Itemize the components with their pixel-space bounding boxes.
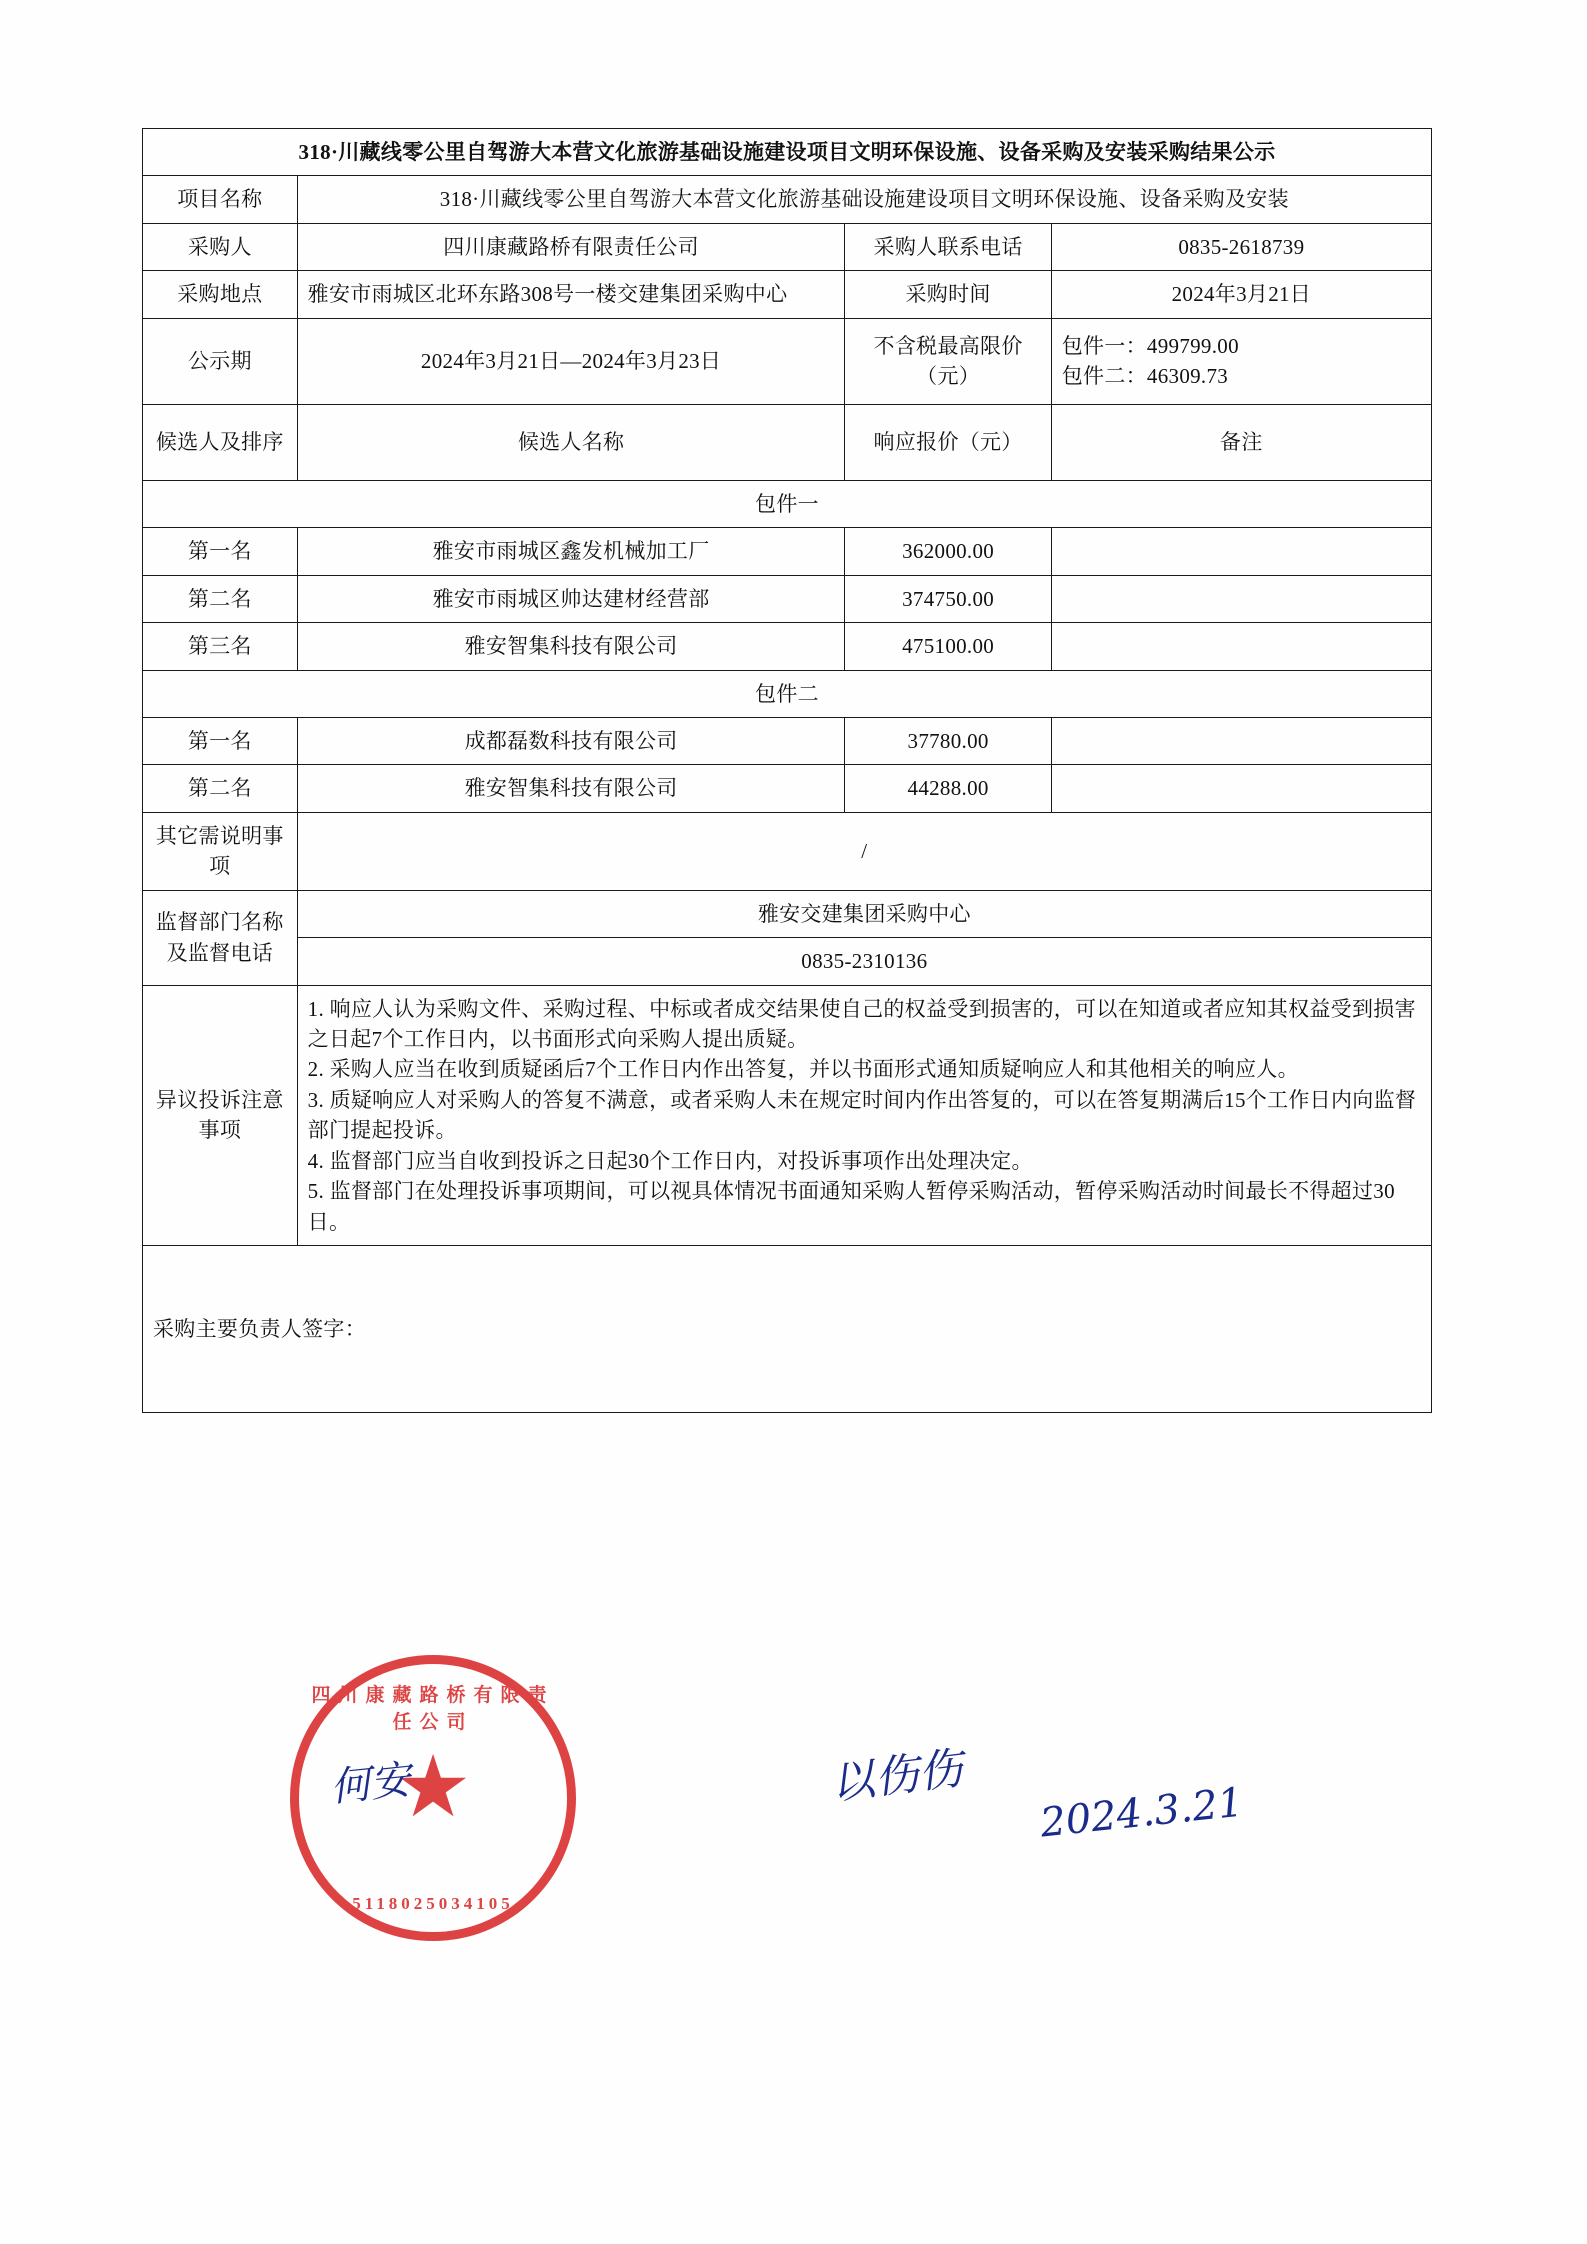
table-row <box>143 528 1432 575</box>
other-matters-label: 其它需说明事项 <box>143 812 298 890</box>
announcement-sheet <box>142 128 1432 1413</box>
supervision-phone-value: 0835-2310136 <box>297 938 1431 985</box>
supervision-label: 监督部门名称及监督电话 <box>143 890 298 985</box>
complaint-notes <box>297 985 1431 1246</box>
signature-row <box>143 1246 1432 1413</box>
candidate-name-cell: 成都磊数科技有限公司 <box>297 717 845 764</box>
buyer-label: 采购人 <box>143 223 298 270</box>
candidate-price-header: 响应报价（元） <box>845 404 1051 480</box>
package-section-row <box>143 480 1432 527</box>
package-one-title: 包件一 <box>143 480 1432 527</box>
price-cell: 37780.00 <box>845 717 1051 764</box>
candidate-name-cell: 雅安市雨城区帅达建材经营部 <box>297 575 845 622</box>
max-price-package-one: 包件一：499799.00 <box>1061 333 1239 358</box>
package-two-title: 包件二 <box>143 670 1432 717</box>
handwritten-date: 2024.3.21 <box>1038 1779 1246 1847</box>
project-name-value: 318·川藏线零公里自驾游大本营文化旅游基础设施建设项目文明环保设施、设备采购及安装 <box>297 176 1431 223</box>
remark-cell <box>1051 717 1431 764</box>
project-name-row <box>143 176 1432 223</box>
buyer-phone-label: 采购人联系电话 <box>845 223 1051 270</box>
seal-bottom-text: 5118025034105 <box>352 1894 514 1913</box>
candidate-remark-header: 备注 <box>1051 404 1431 480</box>
project-name-label: 项目名称 <box>143 176 298 223</box>
remark-cell <box>1051 528 1431 575</box>
candidate-name-header: 候选人名称 <box>297 404 845 480</box>
complaint-item: 3. 质疑响应人对采购人的答复不满意，或者采购人未在规定时间内作出答复的，可以在答复期满后15个工作日内向监督部门提起投诉。 <box>307 1087 1417 1143</box>
table-row <box>143 765 1432 812</box>
publicity-value: 2024年3月21日—2024年3月23日 <box>297 318 845 404</box>
rank-cell: 第二名 <box>143 575 298 622</box>
place-value: 雅安市雨城区北环东路308号一楼交建集团采购中心 <box>297 271 845 318</box>
candidate-name-cell: 雅安智集科技有限公司 <box>297 765 845 812</box>
complaint-item: 4. 监督部门应当自收到投诉之日起30个工作日内，对投诉事项作出处理决定。 <box>307 1148 1033 1173</box>
table-row <box>143 623 1432 670</box>
publicity-row <box>143 318 1432 404</box>
candidate-name-cell: 雅安智集科技有限公司 <box>297 623 845 670</box>
purchase-time-label: 采购时间 <box>845 271 1051 318</box>
candidate-header-row <box>143 404 1432 480</box>
buyer-phone-value: 0835-2618739 <box>1051 223 1431 270</box>
purchase-time-value: 2024年3月21日 <box>1051 271 1431 318</box>
table-row <box>143 717 1432 764</box>
place-row <box>143 271 1432 318</box>
publicity-label: 公示期 <box>143 318 298 404</box>
price-cell: 475100.00 <box>845 623 1051 670</box>
remark-cell <box>1051 765 1431 812</box>
star-icon: ★ <box>394 1739 472 1836</box>
announcement-table <box>142 128 1432 1413</box>
rank-cell: 第三名 <box>143 623 298 670</box>
place-label: 采购地点 <box>143 271 298 318</box>
other-matters-row <box>143 812 1432 890</box>
rank-cell: 第二名 <box>143 765 298 812</box>
complaint-item: 1. 响应人认为采购文件、采购过程、中标或者成交结果使自己的权益受到损害的，可以在知道或者应知其权益受到损害之日起7个工作日内，以书面形式向采购人提出质疑。 <box>307 996 1416 1051</box>
handwritten-signature: 以伤伤 <box>827 1743 966 1810</box>
page-title: 318·川藏线零公里自驾游大本营文化旅游基础设施建设项目文明环保设施、设备采购及安装采购结果公示 <box>143 129 1432 176</box>
handwritten-name: 何安 <box>328 1756 413 1812</box>
candidate-rank-header: 候选人及排序 <box>143 404 298 480</box>
buyer-row <box>143 223 1432 270</box>
supervision-phone-row <box>143 938 1432 985</box>
complaint-label: 异议投诉注意事项 <box>143 985 298 1246</box>
supervision-dept-row <box>143 890 1432 937</box>
remark-cell <box>1051 575 1431 622</box>
buyer-value: 四川康藏路桥有限责任公司 <box>297 223 845 270</box>
max-price-package-two: 包件二：46309.73 <box>1061 364 1229 389</box>
other-matters-value: / <box>297 812 1431 890</box>
candidate-name-cell: 雅安市雨城区鑫发机械加工厂 <box>297 528 845 575</box>
complaint-row <box>143 985 1432 1246</box>
price-cell: 374750.00 <box>845 575 1051 622</box>
signature-label: 采购主要负责人签字： <box>143 1246 1432 1413</box>
table-row <box>143 575 1432 622</box>
complaint-item: 5. 监督部门在处理投诉事项期间，可以视具体情况书面通知采购人暂停采购活动，暂停采购活动时间最长不得超过30日。 <box>307 1179 1395 1234</box>
price-cell: 362000.00 <box>845 528 1051 575</box>
rank-cell: 第一名 <box>143 528 298 575</box>
price-cell: 44288.00 <box>845 765 1051 812</box>
max-price-values <box>1051 318 1431 404</box>
package-section-row <box>143 670 1432 717</box>
seal-top-text: 四川康藏路桥有限责任公司 <box>311 1685 555 1733</box>
title-row <box>143 129 1432 176</box>
complaint-item: 2. 采购人应当在收到质疑函后7个工作日内作出答复，并以书面形式通知质疑响应人和其他相关的响应人。 <box>307 1057 1299 1082</box>
remark-cell <box>1051 623 1431 670</box>
supervision-dept-value: 雅安交建集团采购中心 <box>297 890 1431 937</box>
rank-cell: 第一名 <box>143 717 298 764</box>
max-price-label: 不含税最高限价（元） <box>845 318 1051 404</box>
